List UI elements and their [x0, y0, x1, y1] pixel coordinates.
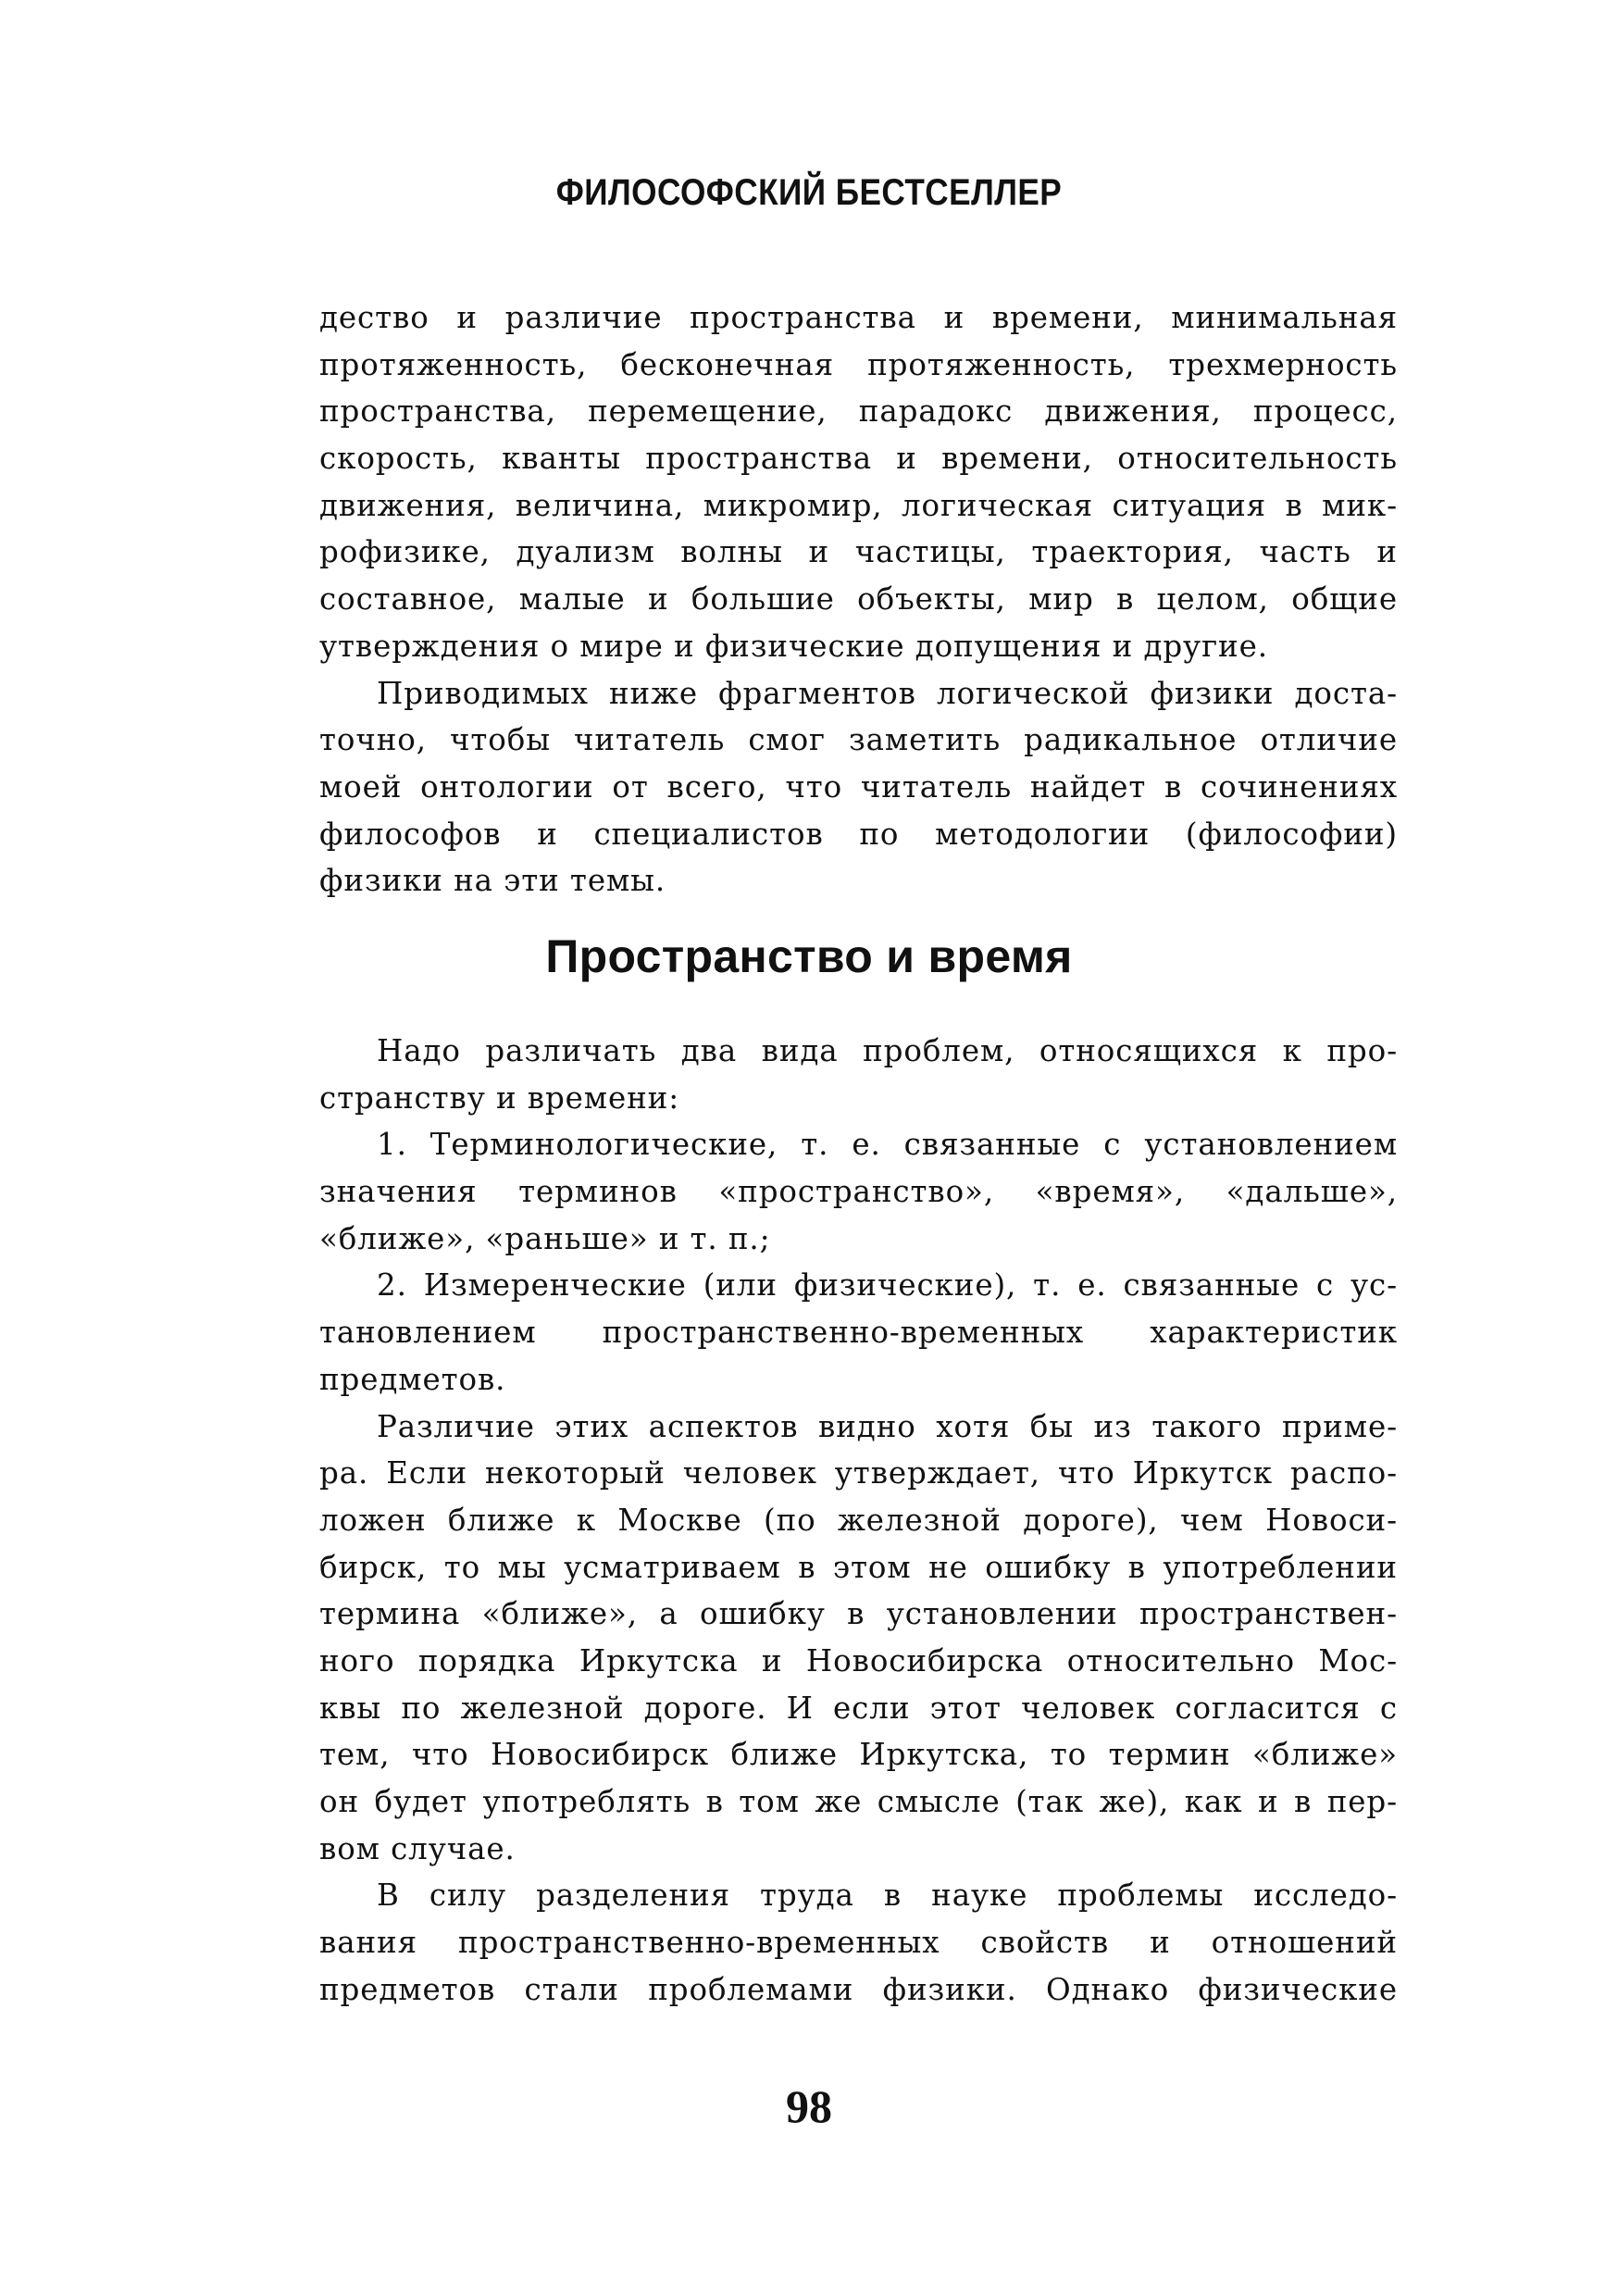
text-line: вом случае. [319, 1830, 516, 1866]
section-heading: Пространство и время [545, 930, 1073, 982]
paragraph-continuation [319, 294, 1398, 670]
text-line: физики на эти темы. [319, 863, 666, 899]
text-line: 2. Измеренческие (или физические), т. е. связанные с ус- [377, 1267, 1398, 1304]
text-line: странству и времени: [319, 1079, 680, 1116]
text-line: философов и специалистов по методологии (философии) [319, 816, 1398, 852]
paragraph [319, 1872, 1398, 2013]
text-line: моей онтологии от всего, что читатель найдет в сочинениях [319, 768, 1398, 805]
text-line: точно, чтобы читатель смог заметить радикальное отличие [319, 722, 1398, 758]
text-line: протяженность, бесконечная протяженность, трехмерность [319, 346, 1398, 382]
text-line: В силу разделения труда в науке проблемы исследо- [377, 1878, 1398, 1914]
text-line: Приводимых ниже фрагментов логической физики доста- [377, 675, 1398, 711]
text-line: тем, что Новосибирск ближе Иркутска, то термин «ближе» [319, 1737, 1398, 1773]
paragraph [319, 670, 1398, 905]
text-line: термина «ближе», а ошибку в установлении пространствен- [319, 1596, 1398, 1632]
text-line: скорость, кванты пространства и времени, относительность [319, 441, 1398, 477]
page-number: 98 [786, 2080, 832, 2132]
text-line: ного порядка Иркутска и Новосибирска относительно Мос- [319, 1642, 1398, 1678]
text-line: дество и различие пространства и времени, минимальная [319, 300, 1398, 335]
text-line: бирск, то мы усматриваем в этом не ошибку в употреблении [319, 1549, 1398, 1585]
text-line: утверждения о мире и физические допущения и другие. [319, 628, 1268, 664]
text-block-top [319, 294, 1398, 905]
text-line: рофизике, дуализм волны и частицы, траектория, часть и [319, 534, 1398, 570]
text-line: квы по железной дороге. И если этот человек согласится с [319, 1690, 1398, 1726]
text-line: ра. Если некоторый человек утверждает, что Иркутск распо- [319, 1455, 1398, 1491]
list-item [319, 1121, 1398, 1262]
text-line: 1. Терминологические, т. е. связанные с установлением [377, 1127, 1398, 1163]
list-item [319, 1262, 1398, 1403]
text-line: ложен ближе к Москве (по железной дороге), чем Новоси- [319, 1502, 1398, 1538]
text-line: тановлением пространственно-временных характеристик [319, 1315, 1398, 1351]
text-line: Надо различать два вида проблем, относящихся к про- [377, 1033, 1398, 1068]
text-line: он будет употреблять в том же смысле (так же), как и в пер- [319, 1784, 1398, 1819]
text-line: значения терминов «пространство», «время», «дальше», [319, 1174, 1398, 1210]
text-line: вания пространственно-временных свойств и отношений [319, 1925, 1398, 1961]
text-line: пространства, перемещение, парадокс движения, процесс, [319, 393, 1398, 430]
text-block-bottom [319, 1028, 1398, 2013]
running-head: ФИЛОСОФСКИЙ БЕСТСЕЛЛЕР [555, 172, 1063, 213]
text-line: движения, величина, микромир, логическая ситуация в мик- [319, 487, 1398, 523]
text-line: предметов. [319, 1361, 506, 1397]
text-line: Различие этих аспектов видно хотя бы из такого приме- [377, 1408, 1398, 1444]
text-line: составное, малые и большие объекты, мир в целом, общие [319, 581, 1398, 618]
paragraph [319, 1404, 1398, 1873]
text-line: предметов стали проблемами физики. Однако физические [319, 1971, 1398, 2007]
paragraph [319, 1028, 1398, 1121]
text-line: «ближе», «раньше» и т. п.; [319, 1220, 771, 1256]
